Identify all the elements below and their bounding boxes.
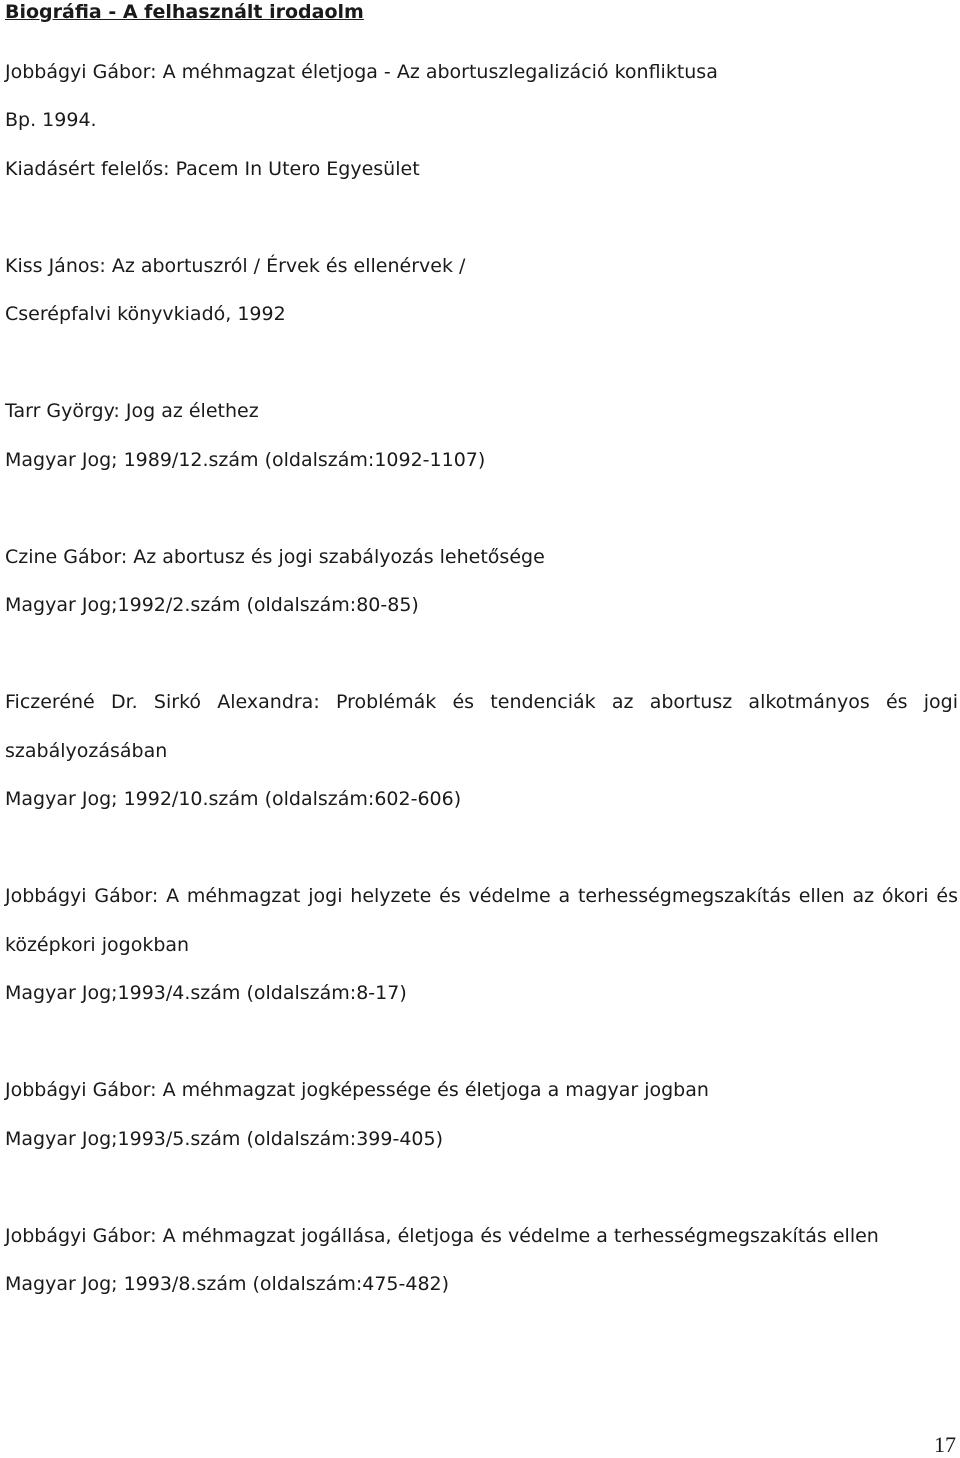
entry-6-line-3: Magyar Jog;1993/4.szám (oldalszám:8-17) [5,982,407,1004]
entry-8-line-1: Jobbágyi Gábor: A méhmagzat jogállása, életjoga és védelme a terhességmegszakítás ellen [5,1225,879,1247]
entry-6-line-1: Jobbágyi Gábor: A méhmagzat jogi helyzete és védelme a terhességmegszakítás ellen az ókori és [5,885,958,907]
entry-5-line-3: Magyar Jog; 1992/10.szám (oldalszám:602-606) [5,788,462,810]
entry-1-line-3: Kiadásért felelős: Pacem In Utero Egyesület [5,158,420,180]
entry-4-line-2: Magyar Jog;1992/2.szám (oldalszám:80-85) [5,594,419,616]
entry-8-line-2: Magyar Jog; 1993/8.szám (oldalszám:475-482) [5,1273,450,1295]
entry-1-line-1: Jobbágyi Gábor: A méhmagzat életjoga - Az abortuszlegalizáció konfliktusa [5,61,718,83]
entry-5-line-1: Ficzeréné Dr. Sirkó Alexandra: Problémák és tendenciák az abortusz alkotmányos és jogi [5,691,958,713]
entry-6-line-2: középkori jogokban [5,934,190,956]
entry-7-line-1: Jobbágyi Gábor: A méhmagzat jogképessége és életjoga a magyar jogban [5,1079,709,1101]
entry-3-line-2: Magyar Jog; 1989/12.szám (oldalszám:1092-1107) [5,449,486,471]
entry-7-line-2: Magyar Jog;1993/5.szám (oldalszám:399-405) [5,1128,443,1150]
entry-2-line-2: Cserépfalvi könyvkiadó, 1992 [5,303,286,325]
page-number: 17 [934,1432,956,1457]
entry-5-line-2: szabályozásában [5,740,168,762]
bibliography-heading: Biográfia - A felhasznált irodaolm [5,1,364,23]
entry-1-line-2: Bp. 1994. [5,109,97,131]
entry-2-line-1: Kiss János: Az abortuszról / Érvek és ellenérvek / [5,255,466,277]
entry-4-line-1: Czine Gábor: Az abortusz és jogi szabályozás lehetősége [5,546,545,568]
entry-3-line-1: Tarr György: Jog az élethez [5,400,259,422]
